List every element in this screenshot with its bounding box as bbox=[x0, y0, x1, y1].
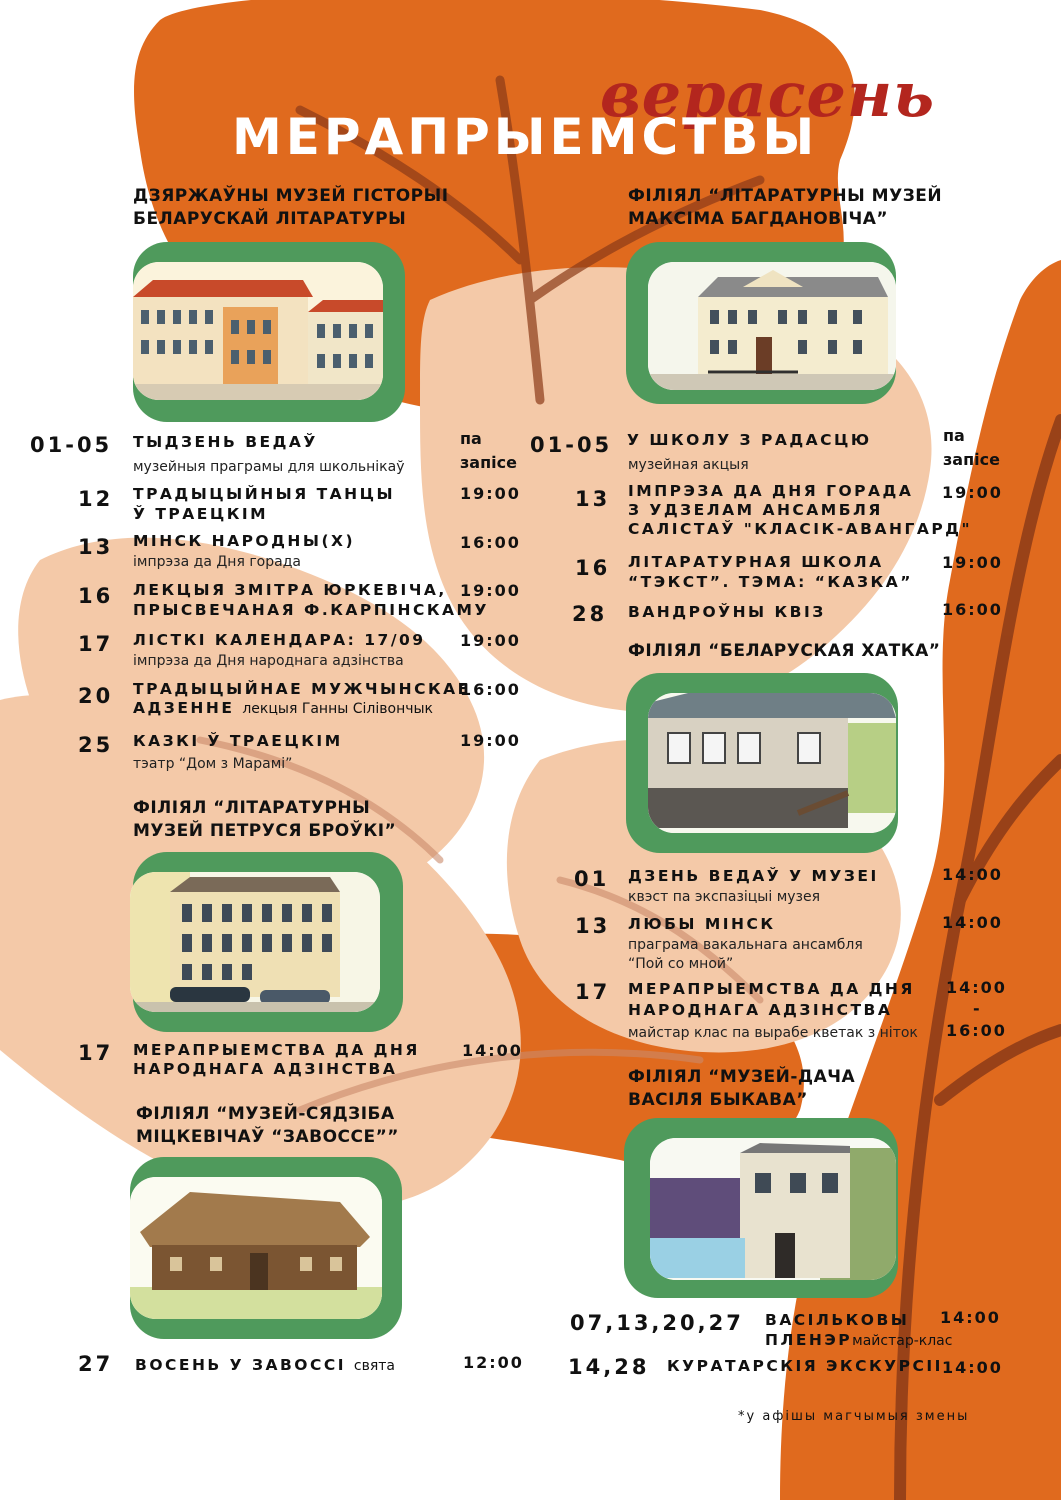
event-title: З УДЗЕЛАМ АНСАМБЛЯ bbox=[628, 501, 883, 519]
event-title: АДЗЕННЕ лекцыя Ганны Сілівончык bbox=[133, 699, 433, 717]
event-day: 01-05 bbox=[530, 433, 613, 457]
event-title: ПЛЕНЭРмайстар-клас bbox=[765, 1331, 953, 1349]
event-subtitle: імпрэза да Дня горада bbox=[133, 554, 301, 570]
event-time: 14:00 bbox=[942, 913, 1003, 932]
event-subtitle: тэатр “Дом з Марамі” bbox=[133, 756, 293, 772]
event-subtitle: “Пой со мной” bbox=[628, 956, 734, 972]
section-title-khatka: ФІЛІЯЛ “БЕЛАРУСКАЯ ХАТКА” bbox=[628, 641, 941, 661]
event-title: КАЗКІ Ў ТРАЕЦКІМ bbox=[133, 732, 343, 750]
event-inline-note: лекцыя Ганны Сілівончык bbox=[242, 701, 433, 717]
event-time: 19:00 bbox=[460, 581, 521, 600]
event-day: 17 bbox=[575, 980, 611, 1004]
event-time: 19:00 bbox=[942, 553, 1003, 572]
event-title: ВАНДРОЎНЫ КВІЗ bbox=[628, 603, 826, 621]
event-subtitle: майстар клас па вырабе кветак з ніток bbox=[628, 1025, 918, 1041]
event-time: 16:00 bbox=[942, 600, 1003, 619]
event-time: 14:00 bbox=[946, 978, 1007, 997]
event-day: 07,13,20,27 bbox=[570, 1311, 744, 1335]
event-time: 19:00 bbox=[460, 484, 521, 503]
event-time-separator: - bbox=[973, 999, 982, 1018]
event-day: 28 bbox=[572, 602, 608, 626]
event-title: ДЗЕНЬ ВЕДАЎ У МУЗЕІ bbox=[628, 867, 879, 885]
bykau-photo bbox=[650, 1138, 896, 1280]
section-title-bykau: ФІЛІЯЛ “МУЗЕЙ-ДАЧА ВАСІЛЯ БЫКАВА” bbox=[628, 1067, 856, 1110]
event-time: па bbox=[943, 426, 965, 445]
event-title: МІНСК НАРОДНЫ(Х) bbox=[133, 532, 356, 550]
event-time: 19:00 bbox=[942, 483, 1003, 502]
event-title: ПРЫСВЕЧАНАЯ Ф.КАРПІНСКАМУ bbox=[133, 601, 489, 619]
section-title-brouka: ФІЛІЯЛ “ЛІТАРАТУРНЫ МУЗЕЙ ПЕТРУСЯ БРОЎКІ” bbox=[133, 798, 397, 841]
event-title: МЕРАПРЫЕМСТВА ДА ДНЯ bbox=[133, 1041, 420, 1059]
main-museum-photo bbox=[133, 262, 383, 400]
event-time: 16:00 bbox=[460, 680, 521, 699]
event-title: ВАСІЛЬКОВЫ bbox=[765, 1311, 910, 1329]
event-title: ЛЮБЫ МІНСК bbox=[628, 915, 776, 933]
event-day: 25 bbox=[78, 733, 114, 757]
footnote: *у афішы магчымыя змены bbox=[738, 1409, 970, 1424]
event-title: ТРАДЫЦЫЙНАЕ МУЖЧЫНСКАЕ bbox=[133, 680, 471, 698]
event-title: ЛІТАРАТУРНАЯ ШКОЛА bbox=[628, 553, 884, 571]
event-day: 17 bbox=[78, 1041, 114, 1065]
event-inline-note: свята bbox=[353, 1358, 396, 1374]
event-time: 19:00 bbox=[460, 731, 521, 750]
event-subtitle: праграма вакальнага ансамбля bbox=[628, 937, 863, 953]
event-time: 14:00 bbox=[462, 1041, 523, 1060]
event-day: 01 bbox=[574, 867, 610, 891]
event-day: 13 bbox=[575, 914, 611, 938]
event-title: У ШКОЛУ З РАДАСЦЮ bbox=[627, 431, 872, 449]
event-time: 16:00 bbox=[460, 533, 521, 552]
event-day: 27 bbox=[78, 1352, 114, 1376]
event-title: “ТЭКСТ”. ТЭМА: “КАЗКА” bbox=[628, 573, 913, 591]
event-title: ІМПРЭЗА ДА ДНЯ ГОРАДА bbox=[628, 482, 914, 500]
event-day: 16 bbox=[575, 556, 611, 580]
event-time: па bbox=[460, 429, 482, 448]
event-inline-note: майстар-клас bbox=[852, 1333, 953, 1349]
event-day: 13 bbox=[78, 535, 114, 559]
event-time: 14:00 bbox=[942, 1358, 1003, 1377]
event-day: 17 bbox=[78, 632, 114, 656]
event-day: 12 bbox=[78, 487, 114, 511]
event-title: ВОСЕНЬ У ЗАВОССІ свята bbox=[135, 1356, 396, 1374]
event-title: МЕРАПРЫЕМСТВА ДА ДНЯ bbox=[628, 980, 915, 998]
month-script-title: верасень bbox=[600, 58, 935, 131]
event-title: ТРАДЫЦЫЙНЫЯ ТАНЦЫ bbox=[133, 485, 396, 503]
event-time: 14:00 bbox=[942, 865, 1003, 884]
event-title: НАРОДНАГА АДЗІНСТВА bbox=[628, 1001, 893, 1019]
event-time: 14:00 bbox=[940, 1308, 1001, 1327]
brouka-museum-photo bbox=[130, 872, 380, 1012]
event-title: САЛІСТАЎ "КЛАСІК-АВАНГАРД" bbox=[628, 520, 973, 538]
event-title: ЛЕКЦЫЯ ЗМІТРА ЮРКЕВІЧА, bbox=[133, 581, 447, 599]
khatka-photo bbox=[648, 693, 896, 833]
event-time: 12:00 bbox=[463, 1353, 524, 1372]
event-time: запісе bbox=[460, 453, 517, 472]
event-title: КУРАТАРСКІЯ ЭКСКУРСІІ bbox=[667, 1357, 943, 1375]
bagdanovich-museum-photo bbox=[648, 262, 896, 390]
event-subtitle: музейная акцыя bbox=[628, 457, 749, 473]
page-title: МЕРАПРЫЕМСТВЫ bbox=[232, 108, 819, 166]
event-time: 19:00 bbox=[460, 631, 521, 650]
zavosse-photo bbox=[130, 1177, 382, 1319]
section-title-bagdanovich: ФІЛІЯЛ “ЛІТАРАТУРНЫ МУЗЕЙ МАКСІМА БАГДАНОВІЧА” bbox=[628, 186, 943, 229]
event-subtitle: квэст па экспазіцыі музея bbox=[628, 889, 821, 905]
event-title: Ў ТРАЕЦКІМ bbox=[133, 505, 269, 523]
event-time-end: 16:00 bbox=[946, 1021, 1007, 1040]
event-day: 16 bbox=[78, 584, 114, 608]
event-title: ЛІСТКІ КАЛЕНДАРА: 17/09 bbox=[133, 631, 426, 649]
event-subtitle: імпрэза да Дня народнага адзінства bbox=[133, 653, 404, 669]
event-title: НАРОДНАГА АДЗІНСТВА bbox=[133, 1060, 398, 1078]
event-day: 01-05 bbox=[30, 433, 113, 457]
section-title-zavosse: ФІЛІЯЛ “МУЗЕЙ-СЯДЗІБА МІЦКЕВІЧАЎ “ЗАВОССЕ”” bbox=[136, 1104, 399, 1147]
event-day: 13 bbox=[575, 487, 611, 511]
event-subtitle: музейныя праграмы для школьнікаў bbox=[133, 459, 405, 475]
event-day: 14,28 bbox=[568, 1355, 650, 1379]
event-day: 20 bbox=[78, 684, 114, 708]
event-time: запісе bbox=[943, 450, 1000, 469]
event-title: ТЫДЗЕНЬ ВЕДАЎ bbox=[133, 433, 318, 451]
section-title-main-museum: ДЗЯРЖАЎНЫ МУЗЕЙ ГІСТОРЫІ БЕЛАРУСКАЙ ЛІТАРАТУРЫ bbox=[133, 186, 449, 229]
